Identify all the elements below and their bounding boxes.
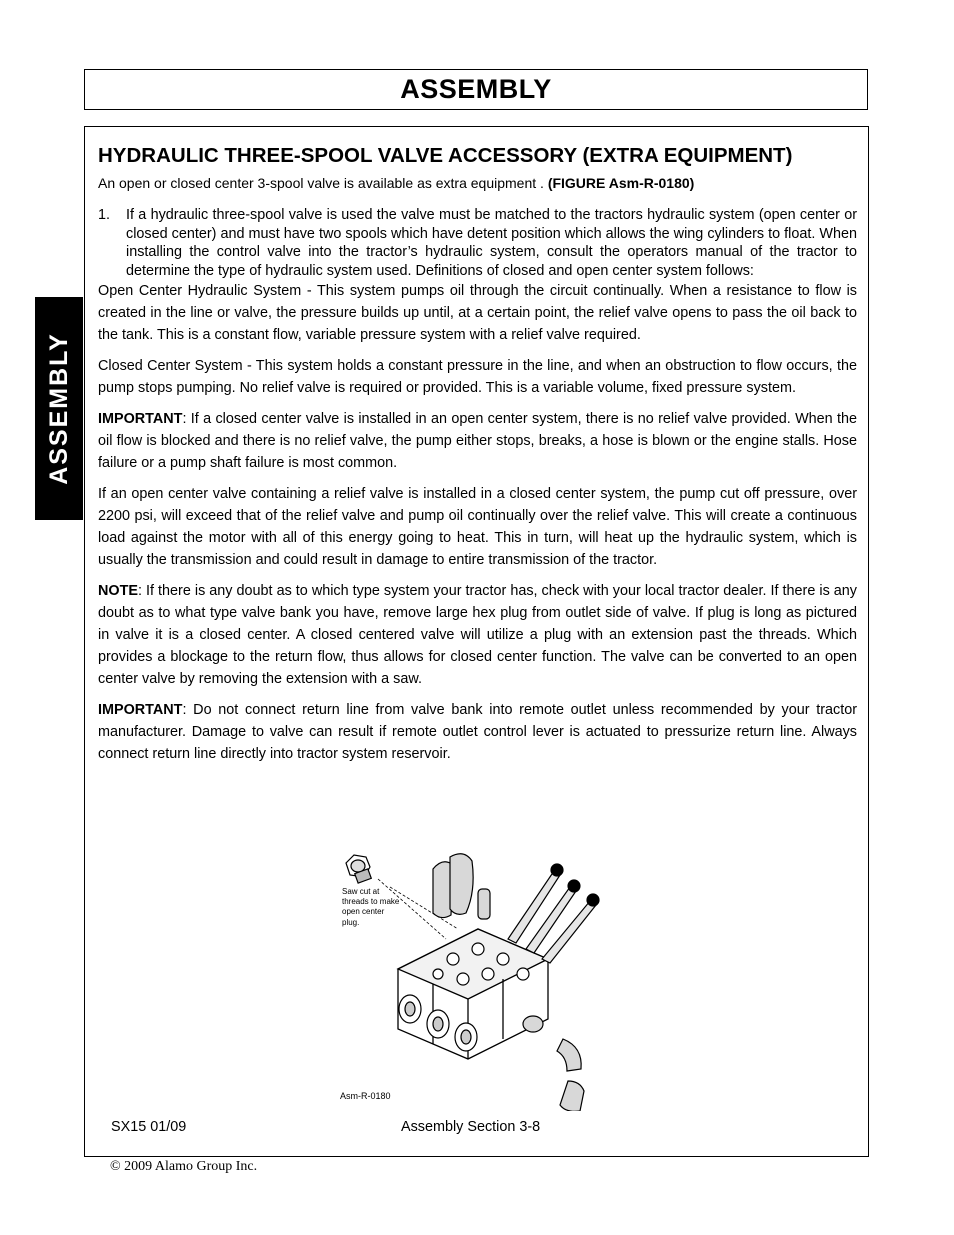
hex-plug — [346, 855, 371, 883]
important-label: IMPORTANT — [98, 702, 183, 718]
figure-reference: (FIGURE Asm-R-0180) — [547, 175, 695, 191]
step-1 — [98, 206, 857, 280]
open-center-paragraph: Open Center Hydraulic System - This system pumps oil through the circuit continually. When a resistance to flow is created in the line or valve, the pressure builds up until, at a certain point, the relief valve opens to pass the oil back to the tank. This is a constant flow, variable pressure system with a relief valve required. — [98, 283, 857, 343]
important-paragraph-1 — [98, 408, 857, 474]
page-header — [84, 69, 868, 110]
footer-section: Assembly Section 3-8 — [401, 1119, 541, 1135]
note-text: : If there is any doubt as to which type system your tractor has, check with your local tractor dealer. If there is any doubt as to what type valve bank you have, remove large hex plug from outlet side of valve. If plug is long as pictured in valve it is a closed center. A closed centered valve will utilize a plug with an extension past the threads. Which provides a blockage to the return flow, thus allows for closed center function. The valve can be converted to an open center valve by removing the extension with a saw. — [98, 583, 857, 687]
important-label: IMPORTANT — [98, 411, 183, 427]
intro-text: An open or closed center 3-spool valve is available as extra equipment . — [98, 175, 548, 191]
top-fittings — [433, 854, 490, 919]
content-body — [98, 127, 857, 774]
valve-illustration — [338, 849, 618, 1111]
note-paragraph — [98, 580, 857, 690]
important-paragraph-2 — [98, 699, 857, 765]
page-header-title: ASSEMBLY — [400, 74, 552, 104]
step-text: If a hydraulic three-spool valve is used the valve must be matched to the tractors hydraulic system (open center or closed center) and must have two spools which have detent position which allows the wing cylinders to float. When installing the control valve into the tractor’s hydraulic system, consult the operators manual of the tractor to determine the type of hydraulic system used. Definitions of closed and open center system follows: — [126, 207, 857, 279]
important-text: : If a closed center valve is installed in an open center system, there is no relief valve provided. When the oil flow is blocked and there is no relief valve, the pump either stops, breaks, a hose is blown or the engine stalls. Hose failure or a pump shaft failure is most common. — [98, 411, 857, 471]
content-box — [84, 126, 869, 1157]
closed-center-paragraph: Closed Center System - This system holds a constant pressure in the line, and when an obstruction to flow occurs, the pump stops pumping. No relief valve is required or provided. This is a variable volume, fixed pressure system. — [98, 358, 857, 396]
callout-text: Saw cut at threads to make open center plug. — [342, 887, 400, 927]
side-tab — [35, 297, 83, 520]
footer-model-date: SX15 01/09 — [111, 1119, 187, 1135]
intro-paragraph — [98, 175, 857, 192]
side-tab-label: ASSEMBLY — [44, 332, 73, 485]
section-title: HYDRAULIC THREE-SPOOL VALVE ACCESSORY (EXTRA EQUIPMENT) — [98, 144, 793, 167]
elbow-fittings — [523, 1016, 584, 1111]
open-in-closed-paragraph: If an open center valve containing a relief valve is installed in a closed center system, the pump cut off pressure, over 2200 psi, will exceed that of the relief valve and pump oil continually over the relief valve. This will create a continuous load against the motor with all of this energy going to heat. This in turn, will heat up the hydraulic system, which is usually the transmission and could result in damage to entire transmission of the tractor. — [98, 486, 857, 568]
important-text: : Do not connect return line from valve bank into remote outlet unless recommended by your tractor manufacturer. Damage to valve can result if remote outlet control lever is actuated to pressurize return line. Always connect return line directly into tractor system reservoir. — [98, 702, 857, 762]
figure-label: Asm-R-0180 — [340, 1091, 391, 1101]
copyright: © 2009 Alamo Group Inc. — [110, 1159, 258, 1174]
step-number: 1. — [98, 207, 111, 223]
note-label: NOTE — [98, 583, 138, 599]
